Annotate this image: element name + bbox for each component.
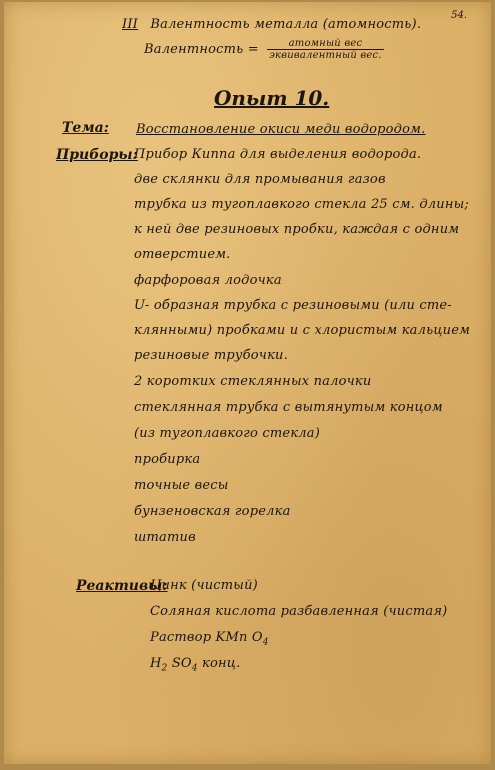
reagent-permanganate-text: Раствор KMn O <box>150 630 263 645</box>
device-item: две склянки для промывания газов <box>134 172 386 187</box>
valence-formula <box>144 38 384 61</box>
reagents-label: Реактивы: <box>76 578 168 594</box>
device-item: резиновые трубочки. <box>134 348 288 363</box>
roman-numeral: III <box>122 17 139 32</box>
device-item: точные весы <box>134 478 229 493</box>
topic-text: Восстановление окиси меди водородом. <box>136 122 426 137</box>
formula-denominator: эквивалентный вес. <box>269 50 382 61</box>
device-item: бунзеновская горелка <box>134 504 291 519</box>
reagent-sulfuric-acid <box>150 656 240 674</box>
page-number: 54. <box>451 10 467 21</box>
valence-heading: Валентность металла (атомность). <box>150 17 422 32</box>
device-item: клянными) пробками и с хлористым кальцием <box>134 323 471 338</box>
device-item: Прибор Киппа для выделения водорода. <box>134 147 422 162</box>
reagent-so-sub: 4 <box>191 663 198 674</box>
device-item: (из тугоплавкого стекла) <box>134 426 320 441</box>
reagent-conc: конц. <box>197 656 241 671</box>
reagent-h-sub: 2 <box>161 663 168 674</box>
device-item: стеклянная трубка с вытянутым концом <box>134 400 443 415</box>
formula-fraction <box>267 38 383 61</box>
reagent-so: SO <box>167 656 192 671</box>
reagent-permanganate <box>150 630 269 648</box>
device-item: 2 коротких стеклянных палочки <box>134 374 372 389</box>
reagent-permanganate-sub: 4 <box>262 637 269 648</box>
devices-label: Приборы: <box>56 147 138 163</box>
topic-label: Тема: <box>62 120 109 136</box>
reagent-hydrochloric-acid: Соляная кислота разбавленная (чистая) <box>150 604 448 619</box>
reagent-zinc: Цинк (чистый) <box>150 578 258 593</box>
reagent-h: H <box>150 656 162 671</box>
device-item: фарфоровая лодочка <box>134 273 282 288</box>
formula-left: Валентность = <box>144 42 259 57</box>
device-item: пробирка <box>134 452 201 467</box>
device-item: трубка из тугоплавкого стекла 25 см. длины; <box>134 197 469 212</box>
device-item: отверстием. <box>134 247 231 262</box>
device-item: U- образная трубка с резиновыми (или сте- <box>134 298 452 313</box>
notebook-page <box>4 2 491 764</box>
device-item: к ней две резиновых пробки, каждая с одним <box>134 222 460 237</box>
formula-numerator: атомный вес <box>267 38 383 50</box>
header-line-valence <box>122 17 421 32</box>
device-item: штатив <box>134 530 196 545</box>
experiment-title: Опыт 10. <box>214 86 330 110</box>
